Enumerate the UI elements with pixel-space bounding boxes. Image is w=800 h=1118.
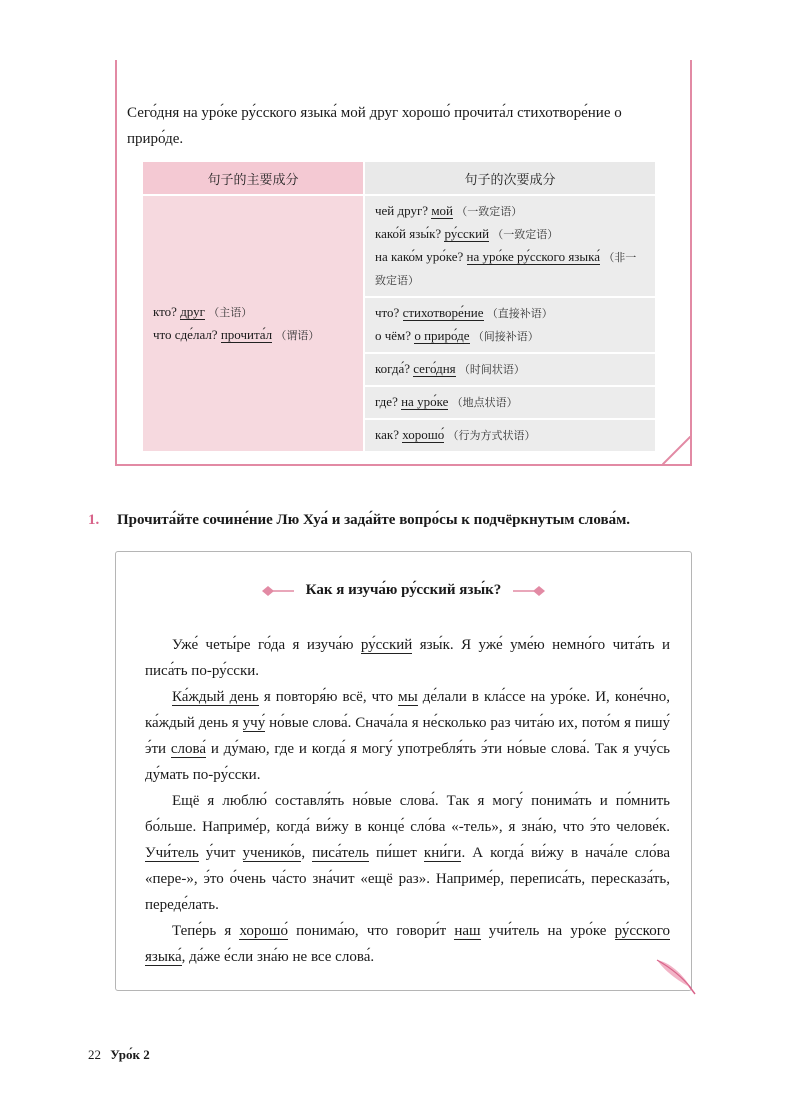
paragraph-3: Ещё я люблю́ составля́ть но́вые слова́. Так я могу́ понима́ть и по́мнить бо́льше. Наприме́р, когда́ ви́жу в конце́ сло́ва «-тель», я зна́ю, что э́то челове́к. Учи́тель у́чит ученико́в, писа́тель пи́шет кни́ги. А когда́ ви́жу в нача́ле сло́ва «пере-», э́то о́чень ча́сто зна́чит «ещё раз». Наприме́р, переписа́ть, пересказа́ть, переде́лать. [145, 793, 670, 913]
manner-adverbial-cell: как? хорошо́ （行为方式状语） [364, 419, 656, 452]
table-row [142, 195, 656, 297]
page-number: 22 [88, 1047, 101, 1062]
folded-corner-icon [662, 436, 692, 466]
essay-body [145, 632, 670, 970]
table-header-row [142, 161, 656, 195]
header-main-parts: 句子的主要成分 [142, 161, 364, 195]
essay-box [115, 551, 692, 991]
feather-icon [653, 952, 697, 996]
objects-cell: что? стихотворе́ние （直接补语） о чём? о приро́де （间接补语） [364, 297, 656, 353]
paragraph-1: Уже́ четы́ре го́да я изуча́ю ру́сский язы́к. Я уже́ уме́ю немно́го чита́ть и писа́ть по-ру́сски. [145, 637, 670, 679]
left-ornament-icon [260, 585, 294, 597]
attributes-cell: чей друг? мой （一致定语） како́й язы́к? ру́сский （一致定语） на како́м уро́ке? на уро́ке ру́сского языка́ （非一致定语） [364, 195, 656, 297]
essay-title: Как я изуча́ю ру́сский язы́к? [305, 582, 502, 598]
paragraph-2: Ка́ждый день я повторя́ю всё, что мы де́лали в кла́ссе на уро́ке. И, коне́чно, ка́ждый день я учу́ но́вые слова́. Снача́ла я не́сколько раз чита́ю их, пото́м я пишу́ э́ти слова́ и ду́маю, где и когда́ я могу́ употребля́ть э́ти но́вые слова́. Так я учу́сь ду́мать по-ру́сски. [145, 689, 671, 783]
predicate-line: что сде́лал? прочита́л （谓语） [153, 326, 320, 342]
exercise-instruction [88, 512, 630, 529]
grammar-frame [115, 60, 692, 466]
place-adverbial-cell: где? на уро́ке （地点状语） [364, 386, 656, 419]
page-footer [88, 1047, 150, 1063]
main-parts-cell [142, 195, 364, 452]
time-adverbial-cell: когда́? сего́дня （时间状语） [364, 353, 656, 386]
header-secondary-parts: 句子的次要成分 [364, 161, 656, 195]
subject-line: кто? друг （主语） [153, 303, 253, 319]
essay-title-row [116, 582, 691, 599]
exercise-text: Прочита́йте сочине́ние Лю Хуа́ и зада́йте вопро́сы к подчёркнутым слова́м. [117, 512, 631, 528]
paragraph-4: Тепе́рь я хорошо́ понима́ю, что говори́т наш учи́тель на уро́ке ру́сского языка́, да́же е́сли зна́ю не все слова́. [145, 923, 670, 965]
right-ornament-icon [513, 585, 547, 597]
exercise-number: 1. [88, 512, 100, 528]
example-sentence: Сего́дня на уро́ке ру́сского языка́ мой друг хорошо́ прочита́л стихотворе́ние о приро́де. [127, 105, 622, 147]
sentence-parts-table [141, 160, 657, 453]
lesson-label: Уро́к 2 [110, 1047, 150, 1062]
